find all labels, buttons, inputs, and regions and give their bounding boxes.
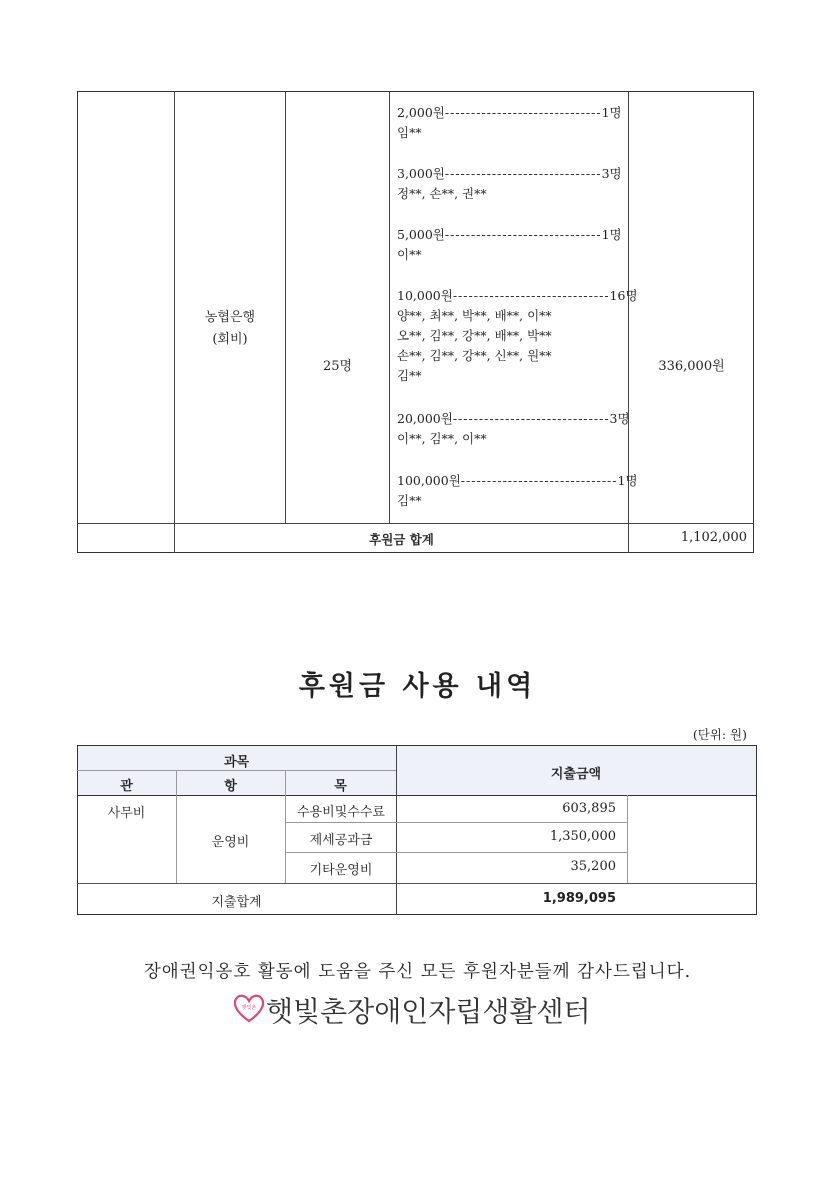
header-gwan: 관 — [120, 779, 133, 794]
donor-names: 정**, 손**, 권** — [397, 186, 487, 201]
donor-count: 25명 — [322, 359, 353, 374]
table-divider — [389, 91, 390, 523]
table-divider — [627, 795, 628, 883]
donor-count: 1명 — [617, 473, 638, 488]
bank-name: 농협은행 — [204, 310, 256, 325]
total-value: 1,102,000 — [680, 530, 747, 545]
donor-names: 임** — [397, 125, 422, 140]
mok-value: 수용비및수수료 — [297, 805, 385, 820]
table-divider — [285, 91, 286, 523]
gwan-value: 사무비 — [107, 806, 146, 821]
header-category: 과목 — [223, 755, 250, 770]
expense-total-value: 1,989,095 — [542, 891, 616, 906]
header-mok: 목 — [334, 779, 347, 794]
donor-count: 16명 — [609, 288, 638, 303]
table-divider — [77, 883, 757, 884]
donor-count: 3명 — [609, 411, 630, 426]
amount-value: 35,200 — [570, 859, 616, 874]
table-divider — [77, 523, 754, 524]
donor-count: 1명 — [601, 105, 622, 120]
bank-cell — [175, 307, 285, 351]
organization-signature — [232, 990, 652, 1030]
donor-group: 3,000원 ------------------------------ 3명 정**, 손**, 권** — [397, 164, 612, 204]
unit-label: (단위: 원) — [692, 727, 747, 742]
hang-value: 운영비 — [211, 835, 250, 850]
donor-names: 김** — [397, 368, 422, 383]
donor-group: 5,000원 ------------------------------ 1명 이** — [397, 225, 612, 265]
donor-count: 1명 — [601, 227, 622, 242]
donor-group: 20,000원 ------------------------------ 3명 이**, 김**, 이** — [397, 409, 612, 449]
amount-value: 1,350,000 — [549, 829, 616, 844]
mok-value: 제세공과금 — [309, 833, 373, 848]
mok-value: 기타운영비 — [309, 863, 373, 878]
organization-name: 햇빛촌장애인자립생활센터 — [266, 995, 591, 1028]
donation-amount: 336,000원 — [658, 359, 725, 374]
expense-total-label: 지출합계 — [211, 895, 262, 910]
donor-amount: 3,000원 — [397, 166, 445, 181]
heart-logo-icon — [232, 992, 266, 1024]
amount-value: 603,895 — [562, 801, 616, 816]
table-divider — [286, 822, 627, 823]
total-label: 후원금 합계 — [369, 532, 434, 547]
donor-amount: 100,000원 — [397, 473, 461, 488]
bank-sub: (회비) — [212, 332, 248, 347]
donor-names: 이** — [397, 247, 422, 262]
donor-group: 10,000원 ------------------------------ 16명 양**, 최**, 박**, 배**, 이** 오**, 김**, 강**, 배**, 박** 손**, 김**, 강**, 신**, 원** 김** — [397, 286, 612, 386]
donor-amount: 5,000원 — [397, 227, 445, 242]
page-title: 후원금 사용 내역 — [298, 671, 537, 702]
donor-names: 양**, 최**, 박**, 배**, 이** — [397, 308, 552, 323]
donor-amount: 20,000원 — [397, 411, 453, 426]
table-divider — [286, 852, 627, 853]
donor-names: 이**, 김**, 이** — [397, 431, 487, 446]
donor-names: 김** — [397, 493, 422, 508]
donor-count: 3명 — [601, 166, 622, 181]
thanks-message: 장애권익옹호 활동에 도움을 주신 모든 후원자분들께 감사드립니다. — [143, 962, 692, 982]
donor-amount: 10,000원 — [397, 288, 453, 303]
donor-names: 손**, 김**, 강**, 신**, 원** — [397, 348, 552, 363]
header-expense: 지출금액 — [550, 767, 602, 782]
header-hang: 항 — [224, 779, 237, 794]
donor-group: 100,000원 ------------------------------ 1명 김** — [397, 471, 612, 511]
donor-group: 2,000원 ------------------------------ 1명 임** — [397, 103, 612, 143]
logo-text: 햇빛촌 — [241, 1005, 257, 1011]
donor-amount: 2,000원 — [397, 105, 445, 120]
table-divider — [77, 770, 396, 771]
donor-names: 오**, 김**, 강**, 배**, 박** — [397, 328, 552, 343]
table-divider — [77, 795, 757, 796]
